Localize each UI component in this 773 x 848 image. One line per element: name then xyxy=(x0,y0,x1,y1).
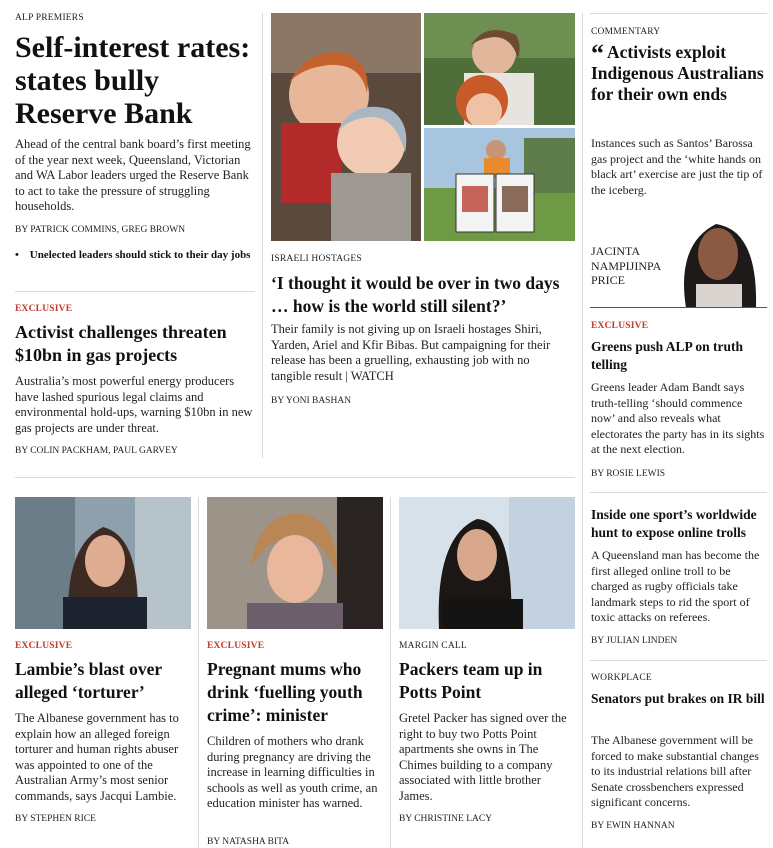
gas-summary: Australia’s most powerful energy producers have lashed spurious legal claims and environmental hold-ups, warning $10bn in new gas projects are under threat. xyxy=(15,374,253,435)
hostages-photo-protest[interactable] xyxy=(424,128,575,241)
gas-headline[interactable]: Activist challenges threaten $10bn in gas projects xyxy=(15,322,227,365)
hostages-kicker[interactable]: ISRAELI HOSTAGES xyxy=(271,254,362,264)
hostages-photo-mother[interactable] xyxy=(424,13,575,125)
trolls-headline[interactable]: Inside one sport’s worldwide hunt to expose online trolls xyxy=(591,507,757,540)
commentary-summary: Instances such as Santos’ Barossa gas project and the ‘white hands on black art’ exercise are just the tip of the iceberg. xyxy=(591,136,763,197)
mums-photo[interactable] xyxy=(207,497,383,629)
workplace-byline: BY EWIN HANNAN xyxy=(591,821,675,831)
greens-byline: BY ROSIE LEWIS xyxy=(591,469,666,479)
divider-right-column xyxy=(582,13,583,848)
lead-byline: BY PATRICK COMMINS, GREG BROWN xyxy=(15,225,186,235)
quote-mark-icon: “ xyxy=(591,39,604,68)
hostages-headline[interactable]: ‘I thought it would be over in two days … how is the world still silent?’ xyxy=(271,273,560,316)
divider-trolls-workplace xyxy=(590,660,767,661)
lambie-kicker: EXCLUSIVE xyxy=(15,641,73,651)
commentary-headline[interactable] xyxy=(591,39,769,105)
commentary-author[interactable] xyxy=(591,244,661,288)
commentary-kicker[interactable]: COMMENTARY xyxy=(591,27,661,37)
mums-kicker: EXCLUSIVE xyxy=(207,641,265,651)
lambie-photo[interactable] xyxy=(15,497,191,629)
gas-kicker: EXCLUSIVE xyxy=(15,304,73,314)
divider-lead-gas xyxy=(15,291,255,292)
packers-kicker[interactable]: MARGIN CALL xyxy=(399,641,467,651)
divider-greens-trolls xyxy=(590,492,767,493)
lead-summary: Ahead of the central bank board’s first meeting of the year next week, Queensland, Victorian and WA Labor leaders urged the Reserve Bank to act to take the pressure of struggling households. xyxy=(15,137,251,213)
trolls-summary: A Queensland man has become the first alleged online troll to be charged as rugby officials take landmark steps to rid the sport of toxic attacks on referees. xyxy=(591,548,760,624)
hostages-summary: Their family is not giving up on Israeli hostages Shiri, Yarden, Ariel and Kfir Bibas. But campaigning for their release has been a gruelling, exhausting job with no tangible result | WATCH xyxy=(271,322,551,383)
divider-bottom-1 xyxy=(198,497,199,848)
gas-byline: BY COLIN PACKHAM, PAUL GARVEY xyxy=(15,446,178,456)
commentary-author-middle: NAMPIJINPA xyxy=(591,258,662,273)
divider-commentary xyxy=(590,307,767,308)
trolls-byline: BY JULIAN LINDEN xyxy=(591,636,678,646)
divider-bottom-2 xyxy=(390,497,391,848)
divider-top-bottom xyxy=(15,477,575,478)
mums-byline: BY NATASHA BITA xyxy=(207,837,290,847)
greens-kicker: EXCLUSIVE xyxy=(591,321,649,331)
workplace-headline[interactable]: Senators put brakes on IR bill xyxy=(591,691,765,706)
packers-byline: BY CHRISTINE LACY xyxy=(399,814,493,824)
lead-related-link[interactable] xyxy=(15,248,255,263)
divider-top-right xyxy=(590,13,767,14)
commentary-author-first: JACINTA xyxy=(591,244,641,258)
lead-headline[interactable]: Self-interest rates: states bully Reserve Bank xyxy=(15,31,251,130)
divider-lead-middle xyxy=(262,13,263,458)
workplace-summary: The Albanese government will be forced to make substantial changes to its industrial relations bill after Senate crossbenchers expressed significant concerns. xyxy=(591,733,759,809)
greens-summary: Greens leader Adam Bandt says truth-telling ‘should commence now’ and also reveals what electorates the party has in its sights at the next election. xyxy=(591,380,765,456)
packers-headline[interactable]: Packers team up in Potts Point xyxy=(399,659,543,702)
mums-summary: Children of mothers who drank during pregnancy are driving the increase in learning difficulties in schools as well as youth crime, an education minister has warned. xyxy=(207,734,378,810)
mums-headline[interactable]: Pregnant mums who drink ‘fuelling youth crime’: minister xyxy=(207,659,363,725)
packers-summary: Gretel Packer has signed over the right to buy two Potts Point apartments she owns in The Chimes building to a company associated with little brother James. xyxy=(399,711,567,803)
greens-headline[interactable]: Greens push ALP on truth telling xyxy=(591,339,744,372)
workplace-kicker[interactable]: WORKPLACE xyxy=(591,673,652,683)
commentary-author-photo xyxy=(666,204,767,308)
lead-related-text[interactable]: Unelected leaders should stick to their day jobs xyxy=(29,249,251,261)
lambie-summary: The Albanese government has to explain how an alleged foreign torturer and human rights abuser was appointed to one of the Australian Army’s most senior commands, says Jacqui Lambie. xyxy=(15,711,179,803)
commentary-author-last: PRICE xyxy=(591,273,626,287)
commentary-headline-text[interactable]: Activists exploit Indigenous Australians for their own ends xyxy=(591,42,764,104)
lambie-byline: BY STEPHEN RICE xyxy=(15,814,96,824)
lambie-headline[interactable]: Lambie’s blast over alleged ‘torturer’ xyxy=(15,659,162,702)
packers-photo[interactable] xyxy=(399,497,575,629)
hostages-byline: BY YONI BASHAN xyxy=(271,396,352,406)
hostages-photo-children[interactable] xyxy=(271,13,421,241)
lead-kicker[interactable]: ALP PREMIERS xyxy=(15,13,84,23)
